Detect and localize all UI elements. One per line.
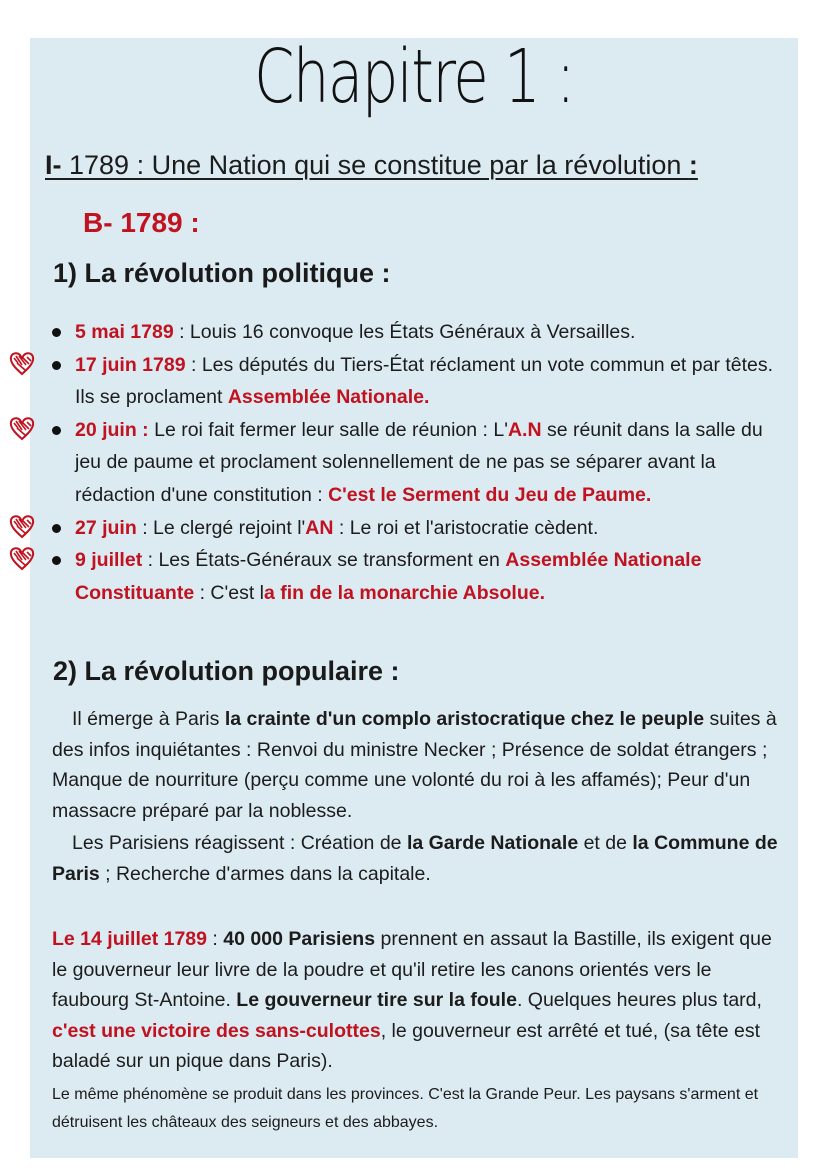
para-text: prennent en assaut la Bastille, ils exigent que le gouverneur leur livre de la poudre et qu'il retire les canons orientés vers le faubourg St-Antoine. <box>52 928 772 1011</box>
para-text: suites à des infos inquiétantes : Renvoi du ministre Necker ; Présence de soldat étrangers ; Manque de nourriture (perçu comme une volonté du roi à les affamés); Peur d'un massacre préparé par la noblesse. <box>52 708 777 822</box>
list-item <box>52 414 787 512</box>
event-highlight-2: C'est le Serment du Jeu de Paume. <box>328 483 652 506</box>
event-text: : Les États-Généraux se transforment en <box>142 549 506 572</box>
event-text: Le roi fait fermer leur salle de réunion : L' <box>148 418 508 441</box>
list-item <box>52 316 787 349</box>
event-text-2: : C'est l <box>194 581 264 604</box>
part-text: 1789 : Une Nation qui se constitue par la révolution <box>61 150 689 180</box>
event-date: 27 juin <box>75 516 137 539</box>
para-bold: 40 000 Parisiens <box>223 928 376 950</box>
para-text: : <box>207 928 224 950</box>
bullet-dot <box>52 361 61 370</box>
scribble-heart-icon <box>8 415 36 441</box>
para-date: Le 14 juillet 1789 <box>52 928 208 950</box>
bullet-dot <box>52 426 61 435</box>
bullet-dot <box>52 524 61 533</box>
event-date: 9 juillet <box>75 549 143 572</box>
event-highlight: AN <box>305 516 334 539</box>
scribble-heart-icon <box>8 513 36 539</box>
event-date: 17 juin 1789 <box>75 353 186 376</box>
paragraph-crainte <box>52 704 787 826</box>
para-text: Les Parisiens réagissent : Création de <box>72 832 407 854</box>
para-text: . Quelques heures plus tard, <box>516 989 762 1011</box>
paragraph-bastille <box>52 924 787 1077</box>
list-item <box>52 349 787 414</box>
event-text: : Les députés du Tiers-État réclament un vote commun et par têtes. Ils se proclament <box>75 353 774 409</box>
event-text-2: se réunit dans la salle du jeu de paume et proclament solennellement de ne pas se séparer avant la rédaction d'une constitution : <box>75 418 763 506</box>
event-text: : Louis 16 convoque les États Généraux à Versailles. <box>173 321 636 343</box>
para-highlight: c'est une victoire des sans-culottes <box>52 1019 381 1042</box>
event-date: 20 juin : <box>75 418 149 441</box>
para-text: , le gouverneur est arrêté et tué, (sa tête est baladé sur un pique dans Paris). <box>52 1019 761 1072</box>
event-text: : Le clergé rejoint l' <box>136 516 306 539</box>
para-bold: la Garde Nationale <box>406 832 579 854</box>
para-text: Il émerge à Paris <box>72 708 225 730</box>
part-suffix: : <box>688 150 698 180</box>
scribble-heart-icon <box>8 545 36 571</box>
bullet-dot <box>52 556 61 565</box>
event-date: 5 mai 1789 <box>75 321 174 343</box>
list-item <box>52 512 787 545</box>
bullet-dot <box>52 328 61 337</box>
scribble-heart-icon <box>8 350 36 376</box>
event-text-2: : Le roi et l'aristocratie cèdent. <box>333 516 599 539</box>
subpart-heading: B- 1789 : <box>83 207 200 238</box>
event-list <box>52 316 787 609</box>
para-bold: Le gouverneur tire sur la foule <box>236 989 517 1011</box>
section2-heading: 2) La révolution populaire : <box>53 656 400 686</box>
para-text: et de <box>578 832 633 854</box>
paragraph-reaction <box>52 828 787 889</box>
para-text: ; Recherche d'armes dans la capitale. <box>99 862 431 885</box>
page-title: Chapitre 1 : <box>254 34 574 120</box>
event-highlight: Assemblée Nationale. <box>227 386 430 409</box>
para-bold: la crainte d'un complo aristocratique chez le peuple <box>224 708 705 730</box>
section1-heading: 1) La révolution politique : <box>53 258 391 288</box>
event-highlight: A.N <box>507 418 542 441</box>
event-highlight: Assemblée Nationale Constituante <box>75 549 702 604</box>
part-prefix: I- <box>45 150 62 180</box>
list-item <box>52 544 787 609</box>
grande-peur-note: Le même phénomène se produit dans les provinces. C'est la Grande Peur. Les paysans s'arment et détruisent les châteaux des seigneurs et des abbayes. <box>52 1086 759 1131</box>
part-heading <box>45 150 698 181</box>
para-bold: la Commune de Paris <box>52 832 778 885</box>
event-highlight-2: a fin de la monarchie Absolue. <box>264 581 546 604</box>
